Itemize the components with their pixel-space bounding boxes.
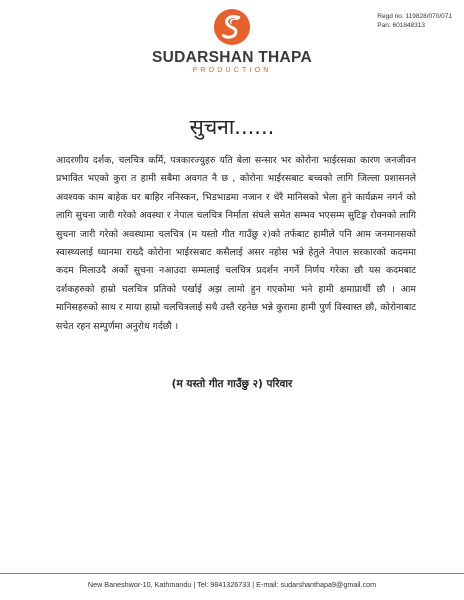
registration-number: Regd no. 119828/070/071	[377, 13, 452, 20]
s-swirl-logo-icon	[213, 8, 251, 46]
brand-subtitle: PRODUCTION	[192, 67, 272, 74]
pan-number: Pan: 601848313	[377, 22, 426, 29]
footer-contact: New Baneshwor-10, Kathmandu | Tel: 9841326733 | E-mail: sudarshanthapa9@gmail.com	[87, 580, 377, 589]
notice-signature: (म यस्तो गीत गाउँछु २) परिवार	[171, 378, 293, 390]
notice-body: आदरणीय दर्शक, चलचित्र कर्मि, पत्रकारज्युहरु यति बेला सन्सार भर कोरोना भाईरसका कारण जनजीवन प्रभावित भएको कुरा त हामी सबैमा अवगत नै छ , कोरोना भाईरसबाट बच्चको लागि जिल्ला प्रशासनले अवश्यक काम बाहेक घर बाहिर ननिस्कन, भिडभाडमा नजान र धेरै मानिसको भेला हुने कार्यक्रम नगर्न को लागि सुचना जारी गरेको अवस्था र नेपाल चलचित्र निर्माता संघले समेत सम्भव भएसम्म सुटिङ्ग रोक्नको लागि सुचना जारी गरेको अवस्थामा चलचित्र (म यस्तो गीत गाउँछु २)को तर्फबाट हामीले पनि आम जनमानसको स्वास्थ्यलाई ध्यानमा राख्दै कोरोना भाईरसबाट कसैलाई असर नहोस भन्ने हेतुले नेपाल सरकारको कदममा कदम मिलाउदै अर्को सुचना नआउदा सम्मलाई चलचित्र प्रदर्शन नगर्ने निर्णय गरेका छौ यस कदमबाट दर्शकहरुको हाम्रो चलचित्र प्रतिको पर्खाई अझ लामो हुन गएकोमा भने हामी क्षमाप्रार्थी छौ । आम मानिसहरुको साथ र माया हाम्रो चलचित्रलाई सधै उस्तै रहनेछ भन्ने कुरामा हामी पुर्ण विस्वास्त छौ, कोरोनाबाट सचेत रहन सम्पुर्णमा अनुरोध गर्दछौ ।	[56, 155, 416, 332]
brand-header	[0, 8, 464, 76]
footer-divider	[0, 573, 464, 574]
brand-name: SUDARSHAN THAPA	[151, 49, 313, 66]
notice-title: सुचना......	[189, 115, 275, 139]
